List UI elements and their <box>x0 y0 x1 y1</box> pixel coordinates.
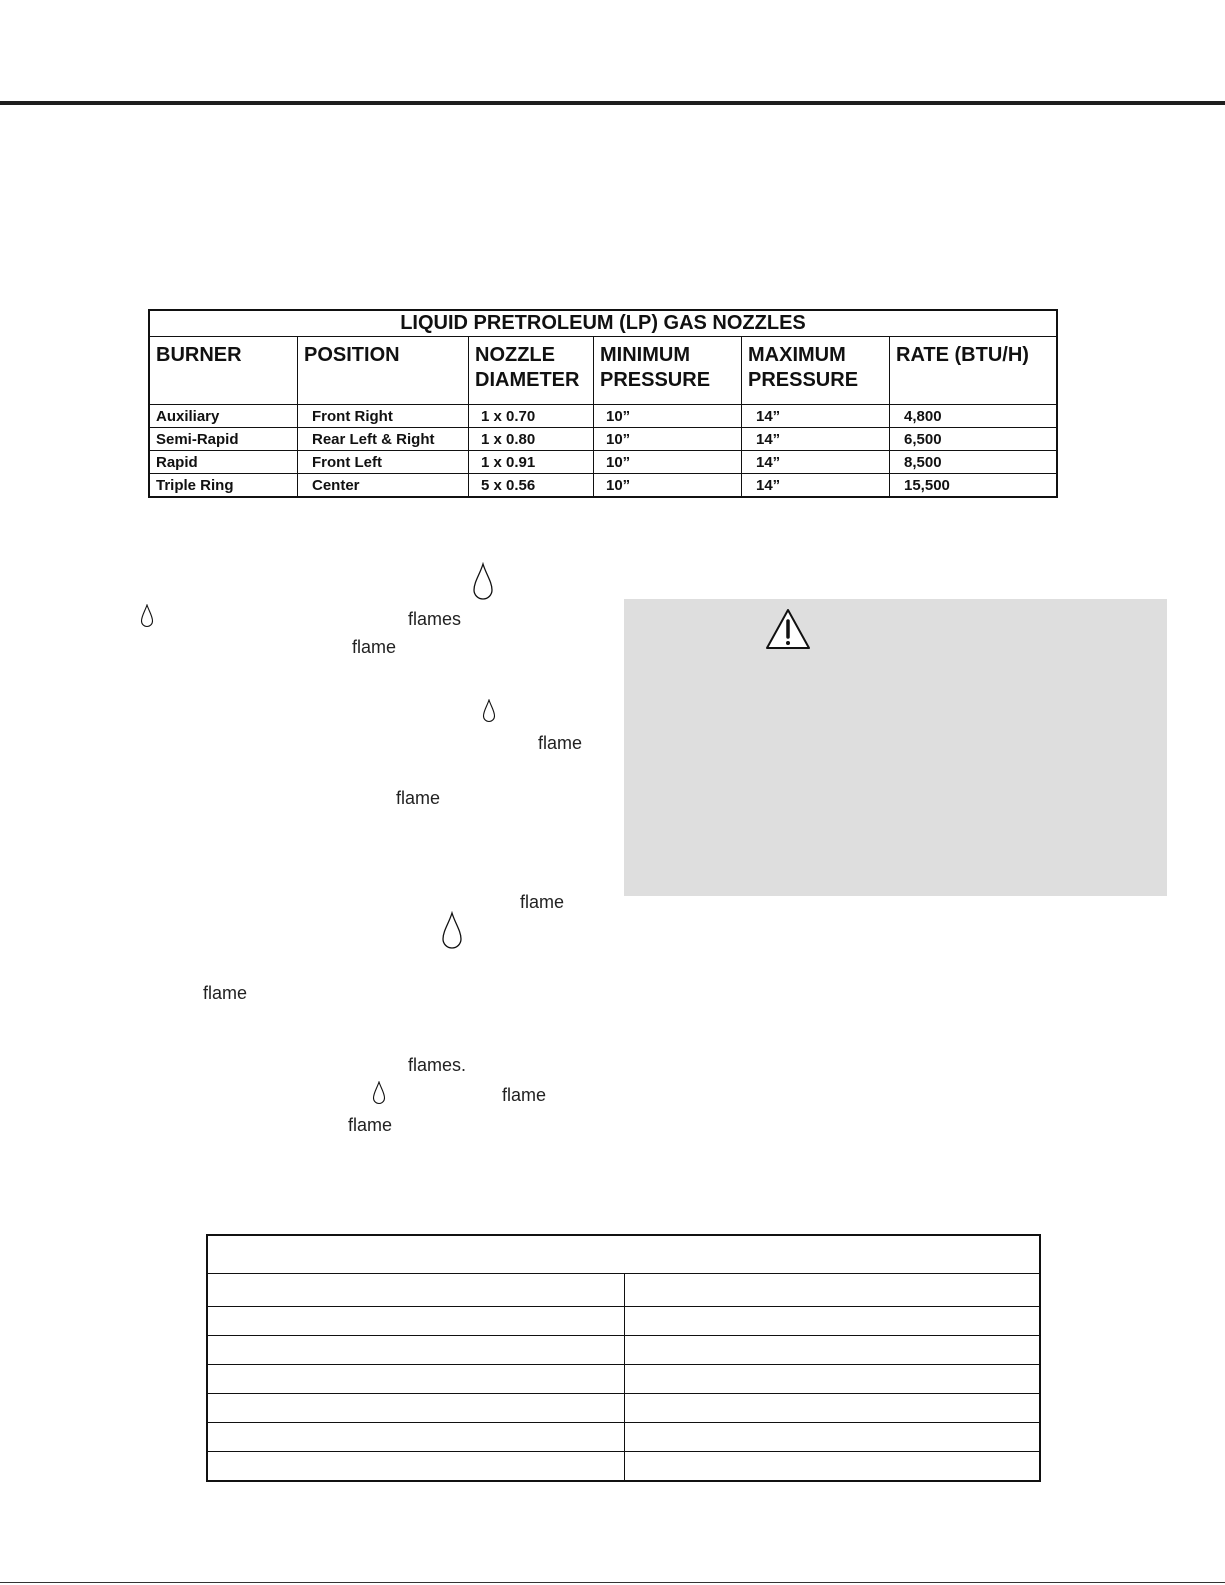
table-row <box>207 1394 1040 1423</box>
table-row <box>149 474 1057 498</box>
flame-icon <box>372 1081 386 1105</box>
flame-word: flame <box>538 733 583 753</box>
column-header-position: POSITION <box>298 337 469 405</box>
flame-word: flame <box>348 1115 393 1135</box>
nozzle-cell: 1 x 0.91 <box>469 451 594 474</box>
flame-word: flame <box>520 892 565 912</box>
position-cell: Front Left <box>298 451 469 474</box>
table-row <box>207 1452 1040 1482</box>
flame-icon <box>441 911 463 951</box>
min-pressure-cell: 10” <box>594 405 742 428</box>
column-header-maximum-pressure: MAXIMUM PRESSURE <box>742 337 890 405</box>
rate-cell: 6,500 <box>890 428 1058 451</box>
empty-table <box>206 1234 1041 1482</box>
rate-cell: 8,500 <box>890 451 1058 474</box>
flame-word: flames <box>408 609 462 629</box>
column-header-burner: BURNER <box>149 337 298 405</box>
column-header-rate: RATE (BTU/H) <box>890 337 1058 405</box>
flame-word: flame <box>396 788 441 808</box>
max-pressure-cell: 14” <box>742 428 890 451</box>
top-rule <box>0 101 1225 105</box>
flame-word: flame <box>203 983 248 1003</box>
min-pressure-cell: 10” <box>594 474 742 498</box>
flame-icon <box>140 604 154 628</box>
flame-icon <box>472 562 494 602</box>
position-cell: Front Right <box>298 405 469 428</box>
burner-cell: Rapid <box>149 451 298 474</box>
min-pressure-cell: 10” <box>594 428 742 451</box>
max-pressure-cell: 14” <box>742 474 890 498</box>
table-title: LIQUID PRETROLEUM (LP) GAS NOZZLES <box>149 310 1057 337</box>
burner-cell: Triple Ring <box>149 474 298 498</box>
lp-gas-nozzles-table <box>148 309 1058 498</box>
table-row <box>207 1235 1040 1274</box>
warning-triangle-icon <box>764 607 812 651</box>
rate-cell: 4,800 <box>890 405 1058 428</box>
position-cell: Center <box>298 474 469 498</box>
table-row <box>149 451 1057 474</box>
burner-cell: Auxiliary <box>149 405 298 428</box>
max-pressure-cell: 14” <box>742 451 890 474</box>
nozzle-cell: 1 x 0.70 <box>469 405 594 428</box>
nozzle-cell: 5 x 0.56 <box>469 474 594 498</box>
table-row <box>207 1307 1040 1336</box>
flame-icon <box>482 699 496 723</box>
table-row <box>207 1336 1040 1365</box>
table-row <box>207 1365 1040 1394</box>
column-header-minimum-pressure: MINIMUM PRESSURE <box>594 337 742 405</box>
min-pressure-cell: 10” <box>594 451 742 474</box>
flame-word: flame <box>352 637 397 657</box>
warning-box <box>624 599 1167 896</box>
table-row <box>207 1274 1040 1307</box>
column-header-nozzle-diameter: NOZZLE DIAMETER <box>469 337 594 405</box>
flame-word: flames. <box>408 1055 467 1075</box>
rate-cell: 15,500 <box>890 474 1058 498</box>
position-cell: Rear Left & Right <box>298 428 469 451</box>
table-row <box>149 405 1057 428</box>
table-row <box>207 1423 1040 1452</box>
nozzle-cell: 1 x 0.80 <box>469 428 594 451</box>
table-row <box>149 428 1057 451</box>
burner-cell: Semi-Rapid <box>149 428 298 451</box>
max-pressure-cell: 14” <box>742 405 890 428</box>
bottom-rule <box>0 1582 1225 1583</box>
flame-word: flame <box>502 1085 547 1105</box>
